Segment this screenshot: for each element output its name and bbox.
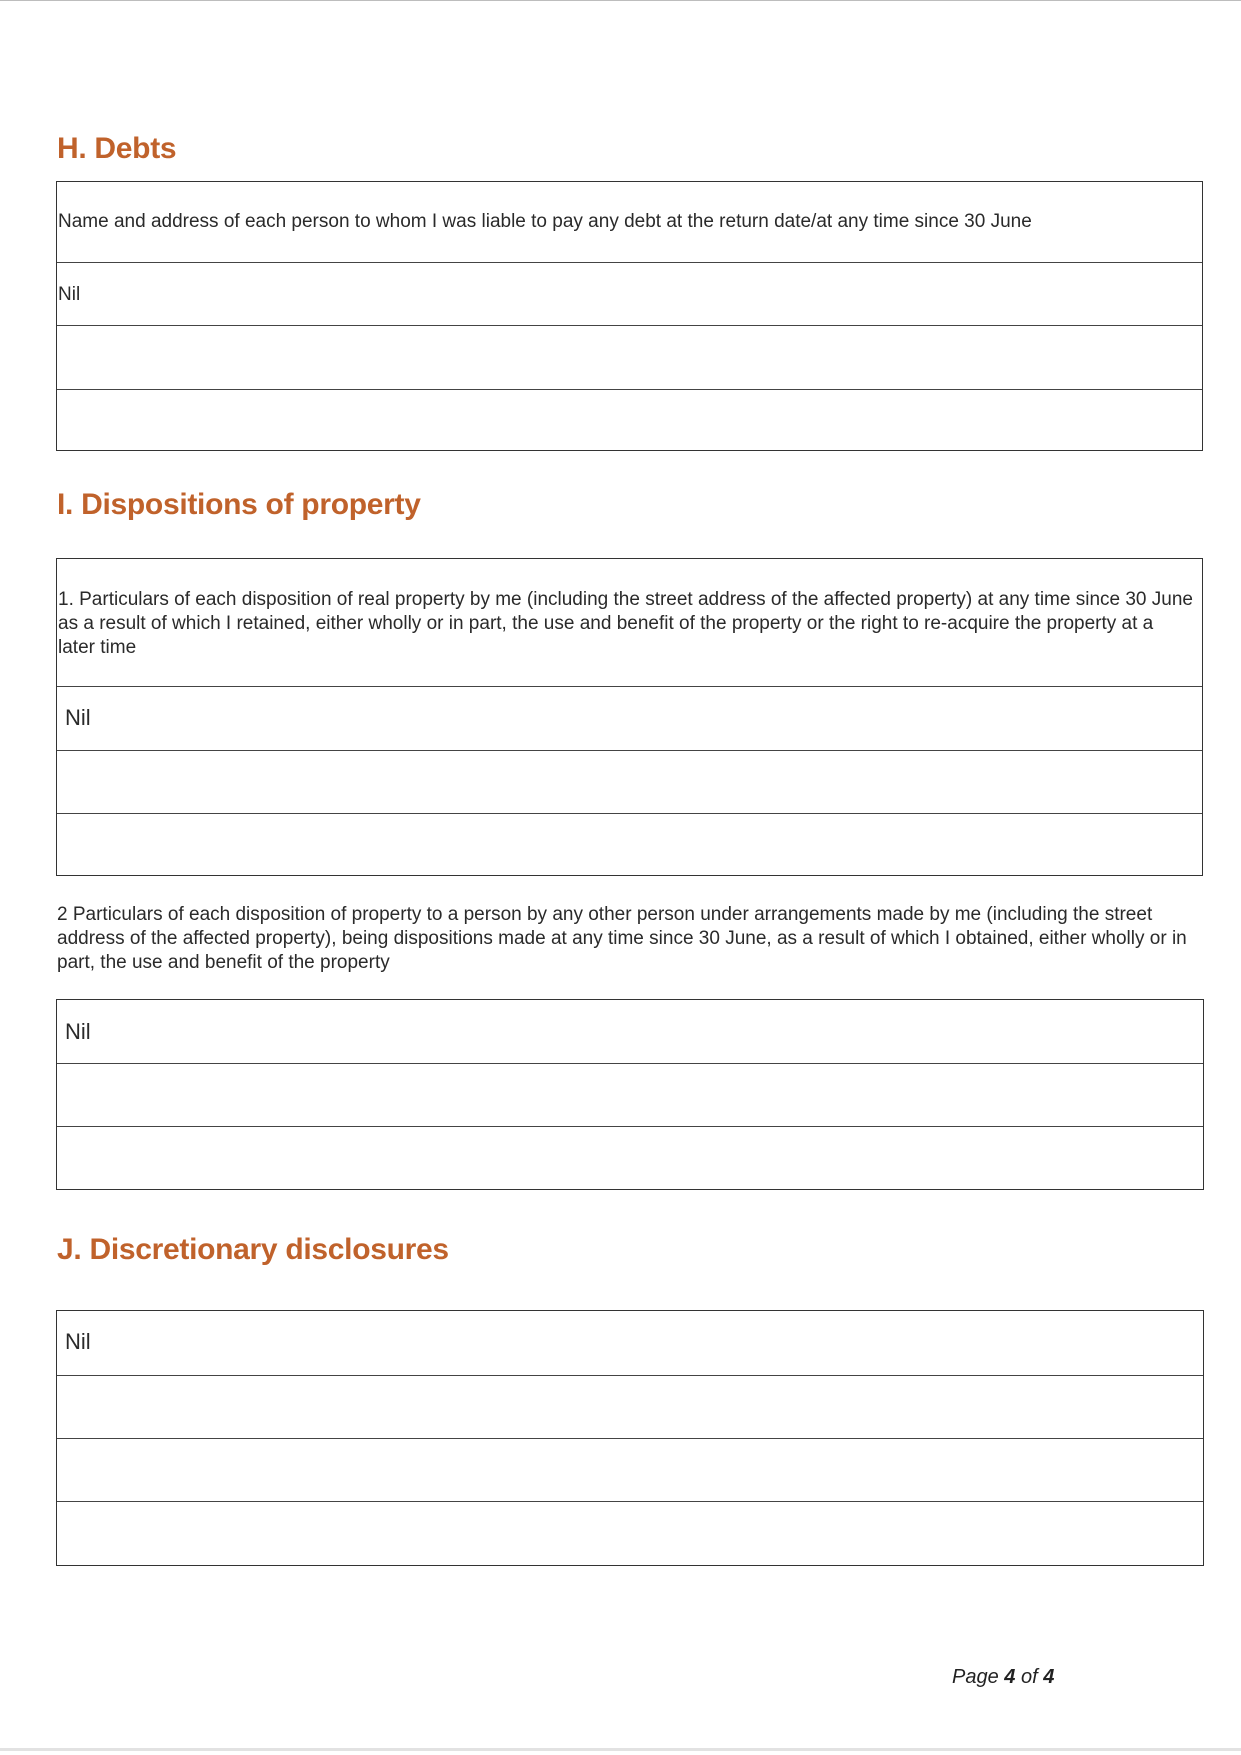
- table-row[interactable]: [57, 390, 1202, 449]
- page-current: 4: [1004, 1666, 1016, 1688]
- disclosures-row-1-text: Nil: [65, 1329, 91, 1354]
- table-row[interactable]: [57, 751, 1202, 814]
- of-word: of: [1020, 1666, 1038, 1688]
- table-row[interactable]: [57, 1311, 1203, 1376]
- bottom-edge-rule: [0, 1748, 1241, 1751]
- table-row[interactable]: [57, 1000, 1203, 1064]
- dispositions-1-question-text: 1. Particulars of each disposition of real property by me (including the street address of the affected property) at any time since 30 June as a result of which I retained, either wholly or in part, the use and benefit of the property or the right to re-acquire the property at a later time: [58, 589, 1193, 658]
- dispositions-1-question-row: [57, 559, 1202, 687]
- table-row[interactable]: [57, 1376, 1203, 1439]
- page-number: [952, 1666, 1054, 1689]
- top-edge-rule: [0, 0, 1241, 1]
- table-row[interactable]: [57, 263, 1202, 326]
- debts-header-text: Name and address of each person to whom I was liable to pay any debt at the return date/at any time since 30 June: [58, 211, 1032, 232]
- dispositions-1-row-1-text: Nil: [65, 705, 91, 730]
- debts-row-1-text: Nil: [58, 284, 81, 305]
- page-total: 4: [1043, 1666, 1055, 1688]
- table-row[interactable]: [57, 1439, 1203, 1502]
- dispositions-2-question-text: 2 Particulars of each disposition of property to a person by any other person under arrangements made by me (including the street address of the affected property), being dispositions made at any time since 30 June, as a result of which I obtained, either wholly or in part, the use and benefit of the property: [57, 904, 1187, 973]
- dispositions-real-property-table: [56, 558, 1203, 876]
- section-i-heading: I. Dispositions of property: [57, 488, 421, 521]
- debts-table: [56, 181, 1203, 451]
- table-row[interactable]: [57, 326, 1202, 390]
- table-row[interactable]: [57, 1064, 1203, 1127]
- dispositions-other-person-table: [56, 999, 1204, 1190]
- section-j-heading: J. Discretionary disclosures: [57, 1233, 449, 1266]
- debts-table-header: [57, 182, 1202, 263]
- section-h-heading: H. Debts: [57, 132, 177, 165]
- table-row[interactable]: [57, 1502, 1203, 1564]
- discretionary-disclosures-table: [56, 1310, 1204, 1566]
- page-word: Page: [952, 1666, 999, 1688]
- dispositions-2-row-1-text: Nil: [65, 1019, 91, 1044]
- table-row[interactable]: [57, 1127, 1203, 1188]
- table-row[interactable]: [57, 814, 1202, 874]
- table-row[interactable]: [57, 687, 1202, 751]
